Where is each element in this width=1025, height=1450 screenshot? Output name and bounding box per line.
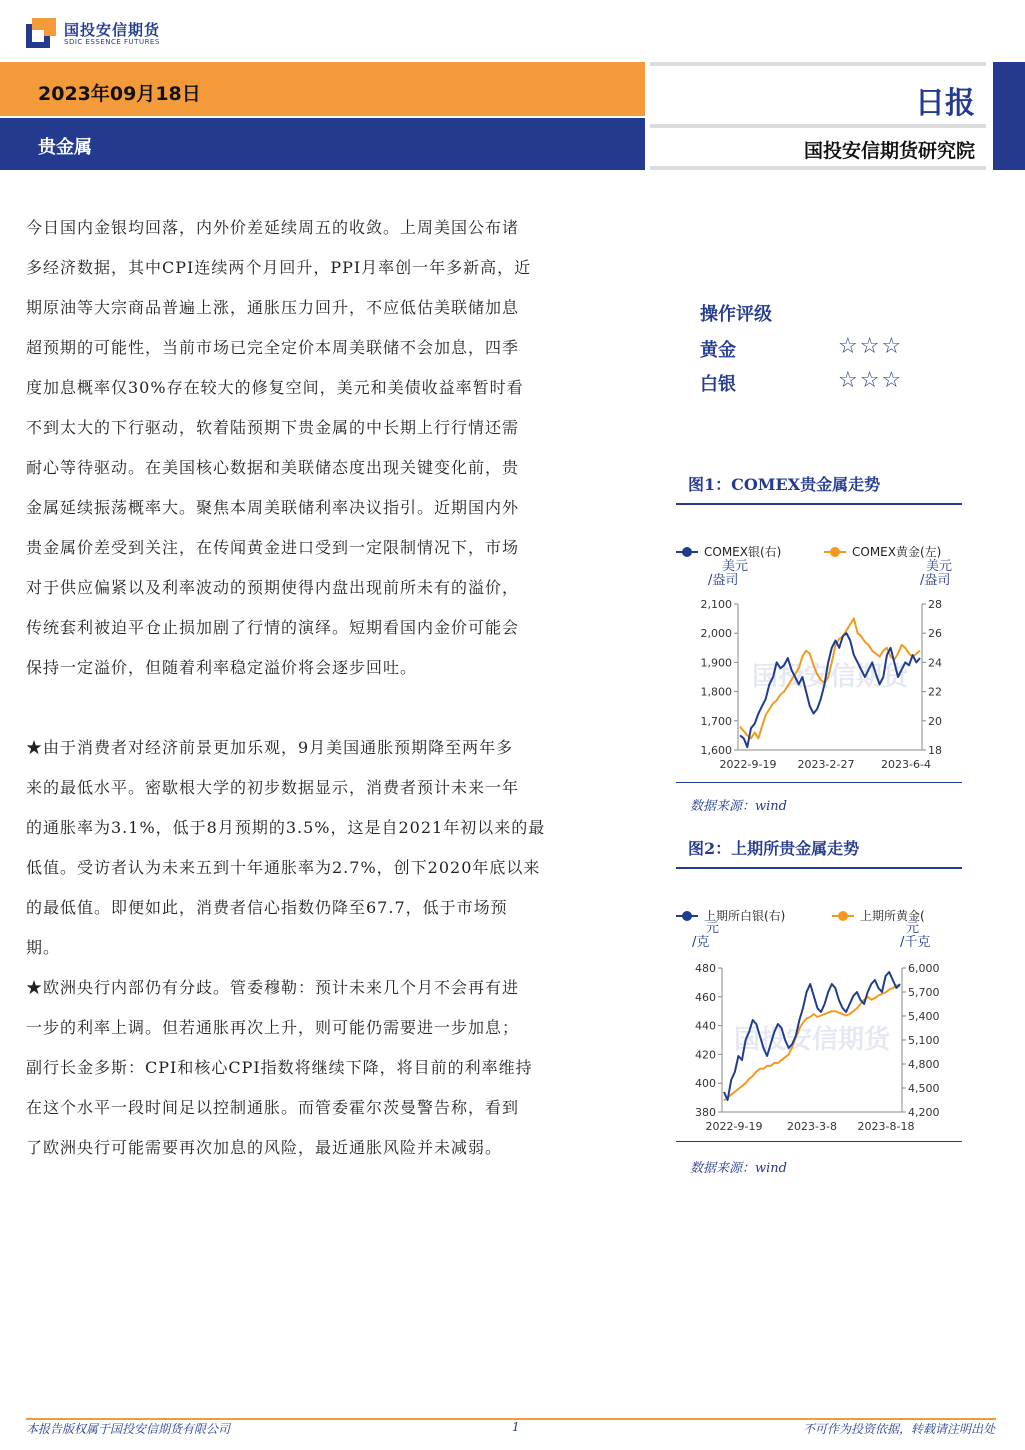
paragraph-summary [26, 208, 606, 688]
right-unit-label-bottom: /千克 [900, 935, 931, 950]
text-line: 低值。受访者认为未来五到十年通胀率为2.7%，创下2020年底以来 [26, 858, 541, 877]
text-line: 了欧洲央行可能需要再次加息的风险，最近通胀风险并未减弱。 [26, 1138, 503, 1157]
text-line: 期。 [26, 938, 61, 957]
report-type: 日报 [915, 86, 975, 121]
text-line: 一步的利率上调。但若通胀再次上升，则可能仍需要进一步加息； [26, 1018, 520, 1037]
legend-label: 上期所白银(右) [704, 909, 786, 923]
left-tick-label: 1,600 [700, 744, 732, 757]
legend-marker [682, 547, 692, 557]
text-line: 的最低值。即便如此，消费者信心指数仍降至67.7，低于市场预 [26, 898, 508, 917]
logo-mark-icon [26, 18, 56, 48]
right-tick-label: 4,200 [908, 1106, 940, 1119]
right-tick-label: 4,800 [908, 1058, 940, 1071]
company-logo [26, 18, 166, 50]
text-line: 金属延续振荡概率大。聚焦本周美联储利率决议指引。近期国内外 [26, 498, 520, 517]
rating-title: 操作评级 [700, 304, 772, 325]
right-tick-label: 6,000 [908, 962, 940, 975]
figure-1-title: 图1：COMEX贵金属走势 [688, 475, 881, 494]
right-tick-label: 18 [928, 744, 942, 757]
x-tick-label: 2023-6-4 [881, 758, 931, 771]
left-tick-label: 480 [695, 962, 716, 975]
legend-marker [682, 911, 692, 921]
figure-2-title: 图2：上期所贵金属走势 [688, 839, 860, 858]
text-line: 度加息概率仅30%存在较大的修复空间，美元和美债收益率暂时看 [26, 378, 524, 397]
right-unit-label-top: 美元 [926, 559, 953, 574]
report-date: 2023年09月18日 [38, 83, 201, 105]
right-tick-label: 24 [928, 656, 942, 670]
right-tick-label: 20 [928, 714, 942, 728]
figure-1-source: 数据来源：wind [690, 799, 787, 814]
text-line: 不到太大的下行驱动，软着陆预期下贵金属的中长期上行行情还需 [26, 418, 520, 437]
left-tick-label: 2,000 [700, 627, 732, 641]
left-unit-label-top: 元 [706, 921, 720, 936]
text-line: 保持一定溢价，但随着利率稳定溢价将会逐步回吐。 [26, 658, 418, 677]
text-line: 超预期的可能性，当前市场已完全定价本周美联储不会加息，四季 [26, 338, 520, 357]
figure-2-bottom-rule [676, 1141, 962, 1142]
rating-item-gold-label: 黄金 [700, 340, 736, 361]
text-line: 耐心等待驱动。在美国核心数据和美联储态度出现关键变化前，贵 [26, 458, 520, 477]
left-tick-label: 1,900 [700, 656, 732, 670]
rating-item-silver-label: 白银 [700, 374, 736, 395]
paragraph-us-inflation [26, 728, 606, 968]
text-line: 多经济数据，其中CPI连续两个月回升，PPI月率创一年多新高，近 [26, 258, 532, 277]
right-tick-label: 4,500 [908, 1082, 940, 1095]
right-tick-label: 26 [928, 627, 942, 641]
chart-watermark: 国投安信期货 [751, 662, 909, 692]
legend-label: 上期所黄金( [860, 909, 925, 923]
right-tick-label: 5,400 [908, 1010, 940, 1023]
figure-1-bottom-rule [676, 782, 962, 783]
right-tick-label: 22 [928, 685, 942, 699]
legend-marker [838, 911, 848, 921]
paragraph-ecb [26, 968, 606, 1168]
rating-item-gold-stars: ☆☆☆ [838, 334, 904, 359]
text-line: 期原油等大宗商品普遍上涨，通胀压力回升，不应低估美联储加息 [26, 298, 520, 317]
report-category: 贵金属 [38, 137, 92, 158]
x-tick-label: 2023-8-18 [857, 1120, 915, 1133]
text-line: 对于供应偏紧以及利率波动的预期使得内盘出现前所未有的溢价， [26, 578, 520, 597]
figure-1-chart [676, 532, 966, 782]
left-tick-label: 400 [695, 1077, 716, 1091]
left-tick-label: 1,800 [700, 685, 732, 699]
header-rule-middle [650, 124, 986, 128]
left-tick-label: 420 [695, 1048, 716, 1062]
header-rule-bottom [650, 166, 986, 170]
left-tick-label: 460 [695, 990, 716, 1004]
x-tick-label: 2022-9-19 [705, 1120, 763, 1133]
figure-2-source: 数据来源：wind [690, 1161, 787, 1176]
left-tick-label: 1,700 [700, 714, 732, 728]
footer-page-number: 1 [512, 1420, 520, 1434]
right-unit-label-bottom: /盎司 [920, 573, 951, 588]
right-unit-label-top: 元 [906, 921, 920, 936]
text-line: 在这个水平一段时间足以控制通胀。而管委霍尔茨曼警告称，看到 [26, 1098, 520, 1117]
figure-2-rule [676, 867, 962, 869]
header-rule-top [650, 62, 986, 66]
text-line: 副行长金多斯：CPI和核心CPI指数将继续下降，将目前的利率维持 [26, 1058, 533, 1077]
text-line: 的通胀率为3.1%，低于8月预期的3.5%，这是自2021年初以来的最 [26, 818, 546, 837]
right-tick-label: 28 [928, 598, 942, 611]
x-tick-label: 2023-3-8 [787, 1120, 837, 1133]
text-line: ★由于消费者对经济前景更加乐观，9月美国通胀预期降至两年多 [26, 738, 514, 757]
x-tick-label: 2023-2-27 [797, 758, 855, 771]
footer-disclaimer: 不可作为投资依据，转载请注明出处 [802, 1422, 995, 1436]
rating-item-silver-stars: ☆☆☆ [838, 368, 904, 393]
text-line: 来的最低水平。密歇根大学的初步数据显示，消费者预计未来一年 [26, 778, 520, 797]
institute-name: 国投安信期货研究院 [803, 140, 975, 162]
legend-marker [830, 547, 840, 557]
figure-1-rule [676, 503, 962, 505]
left-tick-label: 2,100 [700, 598, 732, 611]
x-tick-label: 2022-9-19 [719, 758, 777, 771]
legend-label: COMEX银(右) [704, 545, 782, 559]
text-line: 贵金属价差受到关注，在传闻黄金进口受到一定限制情况下，市场 [26, 538, 520, 557]
right-tick-label: 5,700 [908, 986, 940, 999]
left-tick-label: 380 [695, 1106, 716, 1119]
text-line: 今日国内金银均回落，内外价差延续周五的收敛。上周美国公布诸 [26, 218, 520, 237]
header-edge-bar [993, 62, 1025, 170]
logo-name-en: SDIC ESSENCE FUTURES [64, 38, 160, 46]
left-unit-label-bottom: /克 [692, 935, 710, 950]
legend-label: COMEX黄金(左) [852, 545, 942, 559]
date-band [0, 62, 645, 116]
figure-2-chart [676, 896, 966, 1141]
text-line: 传统套利被迫平仓止损加剧了行情的演绎。短期看国内金价可能会 [26, 618, 520, 637]
text-line: ★欧洲央行内部仍有分歧。管委穆勒：预计未来几个月不会再有进 [26, 978, 520, 997]
chart-watermark: 国投安信期货 [733, 1025, 891, 1055]
logo-name-cn: 国投安信期货 [64, 21, 161, 39]
right-tick-label: 5,100 [908, 1034, 940, 1047]
category-band [0, 118, 645, 170]
footer-copyright: 本报告版权属于国投安信期货有限公司 [26, 1422, 231, 1436]
left-unit-label-bottom: /盎司 [708, 573, 739, 588]
left-tick-label: 440 [695, 1019, 716, 1033]
left-unit-label-top: 美元 [722, 559, 749, 574]
